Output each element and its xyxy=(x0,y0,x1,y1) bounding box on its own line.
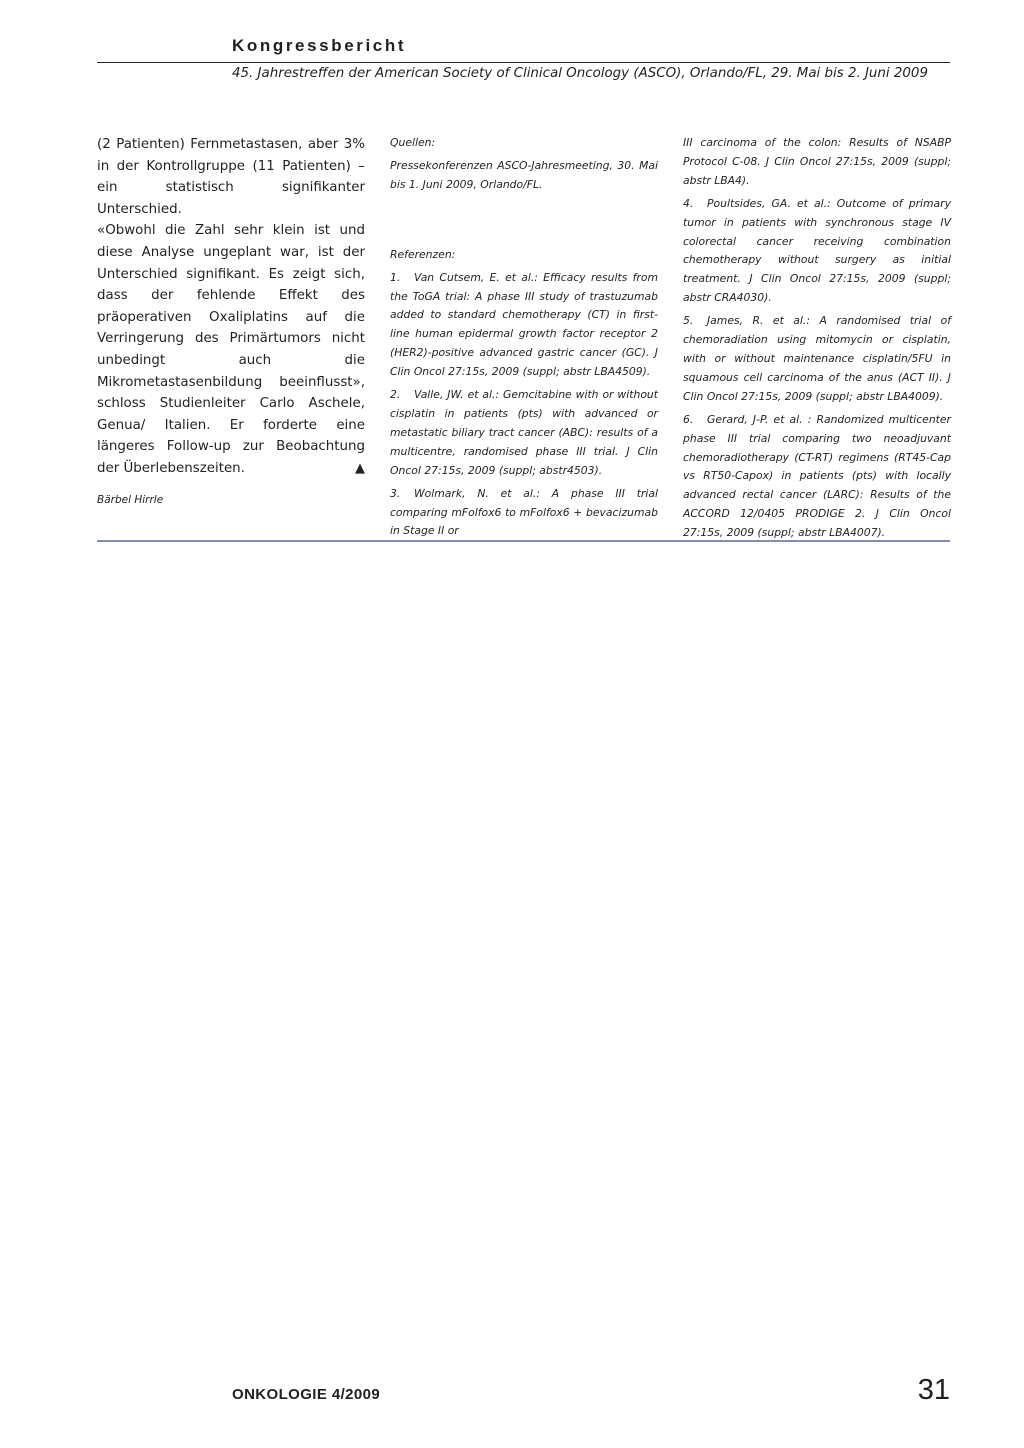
article-paragraph-1: (2 Patienten) Fernmetastasen, aber 3% in der Kontrollgruppe (11 Patienten) – ein statistisch signifikanter Unterschied. xyxy=(97,137,365,217)
reference-number: 6. xyxy=(683,412,694,426)
reference-item xyxy=(683,195,951,308)
page-number: 31 xyxy=(917,1374,950,1406)
references-column-left xyxy=(390,134,658,541)
reference-number: 2. xyxy=(390,388,401,402)
reference-number: 4. xyxy=(683,196,694,210)
references-label: Referenzen: xyxy=(390,247,456,261)
congress-subtitle: 45. Jahrestreffen der American Society of Clinical Oncology (ASCO), Orlando/FL, 29. Mai bis 2. Juni 2009 xyxy=(232,66,928,81)
article-paragraph-2-text: «Obwohl die Zahl sehr klein ist und diese Analyse ungeplant war, ist der Unterschied signifikant. Es zeigt sich, dass der fehlende Effekt des präoperativen Oxaliplatins auf die Verringerung des Primärtumors nicht unbedingt auch die Mikrometastasenbildung beeinflusst», schloss Studienleiter Carlo Aschele, Genua/ Italien. Er forderte eine längeres Follow-up zur Beobachtung der Überlebenszeiten. xyxy=(97,223,365,476)
reference-item xyxy=(390,386,658,481)
reference-item xyxy=(683,411,951,543)
sources-label: Quellen: xyxy=(390,136,436,149)
article-end-rule xyxy=(97,540,950,542)
article-paragraph-2 xyxy=(97,220,365,479)
end-of-article-triangle-icon: ▲ xyxy=(355,460,365,476)
header-rule xyxy=(97,62,950,63)
reference-text: Van Cutsem, E. et al.: Efficacy results from the ToGA trial: A phase III study of trastuzumab added to standard chemotherapy (CT) in first-line human epidermal growth factor receptor 2 (HER2)-positive advanced gastric cancer (GC). J Clin Oncol 27:15s, 2009 (suppl; abstr LBA4509). xyxy=(390,270,658,379)
section-title: Kongressbericht xyxy=(232,36,407,55)
reference-number: 3. xyxy=(390,486,401,500)
reference-text: Gerard, J-P. et al. : Randomized multicenter phase III trial comparing two neoadjuvant chemoradiotherapy (CT-RT) regimens (RT45-Cap vs RT50-Capox) in patients (pts) with locally advanced rectal cancer (LARC): Results of the ACCORD 12/0405 PRODIGE 2. J Clin Oncol 27:15s, 2009 (suppl; abstr LBA4007). xyxy=(683,412,951,540)
reference-item xyxy=(390,485,658,542)
reference-number: 5. xyxy=(683,314,694,328)
reference-text: III carcinoma of the colon: Results of NSABP Protocol C-08. J Clin Oncol 27:15s, 2009 (suppl; abstr LBA4). xyxy=(683,136,951,187)
journal-footer: ONKOLOGIE 4/2009 xyxy=(232,1386,381,1403)
reference-item xyxy=(390,269,658,382)
reference-text: Wolmark, N. et al.: A phase III trial comparing mFolfox6 to mFolfox6 + bevacizumab in Stage II or xyxy=(390,486,658,538)
reference-item xyxy=(683,312,951,407)
sources-text: Pressekonferenzen ASCO-Jahresmeeting, 30. Mai bis 1. Juni 2009, Orlando/FL. xyxy=(390,158,658,191)
reference-text: Valle, JW. et al.: Gemcitabine with or without cisplatin in patients (pts) with advanced or metastatic biliary tract cancer (ABC): results of a multicentre, randomised phase III trial. J Clin Oncol 27:15s, 2009 (suppl; abstr4503). xyxy=(390,388,658,477)
reference-item-continuation xyxy=(683,134,951,191)
article-column xyxy=(97,134,365,506)
reference-text: James, R. et al.: A randomised trial of chemoradiation using mitomycin or cisplatin, with or without maintenance cisplatin/5FU in squamous cell carcinoma of the anus (ACT II). J Clin Oncol 27:15s, 2009 (suppl; abstr LBA4009). xyxy=(683,314,951,403)
reference-text: Poultsides, GA. et al.: Outcome of primary tumor in patients with synchronous stage IV colorectal cancer receiving combination chemotherapy without surgery as initial treatment. J Clin Oncol 27:15s, 2009 (suppl; abstr CRA4030). xyxy=(683,196,951,305)
reference-number: 1. xyxy=(390,270,401,284)
author-name: Bärbel Hirrle xyxy=(97,493,164,506)
references-column-right xyxy=(683,134,951,543)
